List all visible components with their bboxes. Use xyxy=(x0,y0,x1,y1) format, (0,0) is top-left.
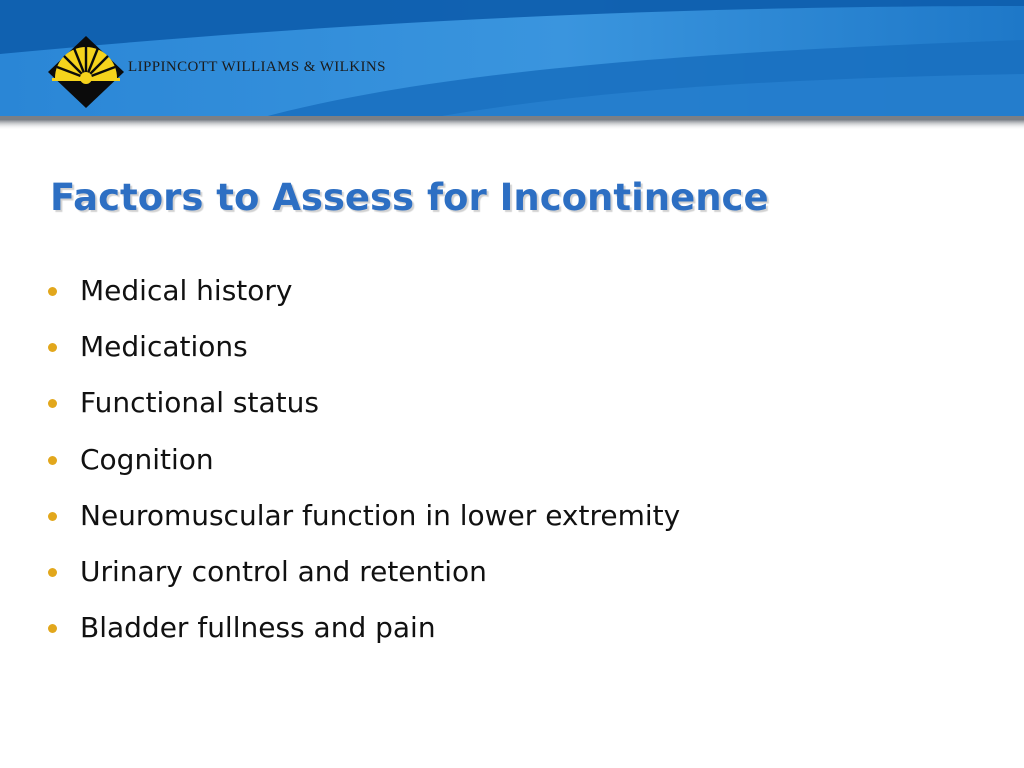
bullet-dot-icon xyxy=(48,624,57,633)
bullet-text: Medications xyxy=(80,329,248,363)
slide-title: Factors to Assess for Incontinence xyxy=(50,176,769,219)
bullet-dot-icon xyxy=(48,343,57,352)
bullet-text: Urinary control and retention xyxy=(80,555,487,589)
bullet-text: Bladder fullness and pain xyxy=(80,611,436,645)
bullet-text: Functional status xyxy=(80,386,319,420)
bullet-dot-icon xyxy=(48,512,57,521)
bullet-item xyxy=(48,431,680,487)
sunburst-logo-icon xyxy=(46,34,126,110)
bullet-dot-icon xyxy=(48,399,57,408)
bullet-dot-icon xyxy=(48,456,57,465)
bullet-dot-icon xyxy=(48,287,57,296)
bullet-item xyxy=(48,375,680,431)
bullet-dot-icon xyxy=(48,568,57,577)
bullet-item xyxy=(48,543,680,599)
bullet-text: Neuromuscular function in lower extremity xyxy=(80,498,681,532)
bullet-text: Medical history xyxy=(80,273,293,307)
bullet-item xyxy=(48,600,680,656)
bullet-item xyxy=(48,487,680,543)
bullet-list xyxy=(48,262,680,656)
header-banner xyxy=(0,0,1024,130)
bullet-text: Cognition xyxy=(80,442,214,476)
bullet-item xyxy=(48,262,680,318)
bullet-item xyxy=(48,318,680,374)
publisher-logo-text: LIPPINCOTT WILLIAMS & WILKINS xyxy=(128,59,386,75)
